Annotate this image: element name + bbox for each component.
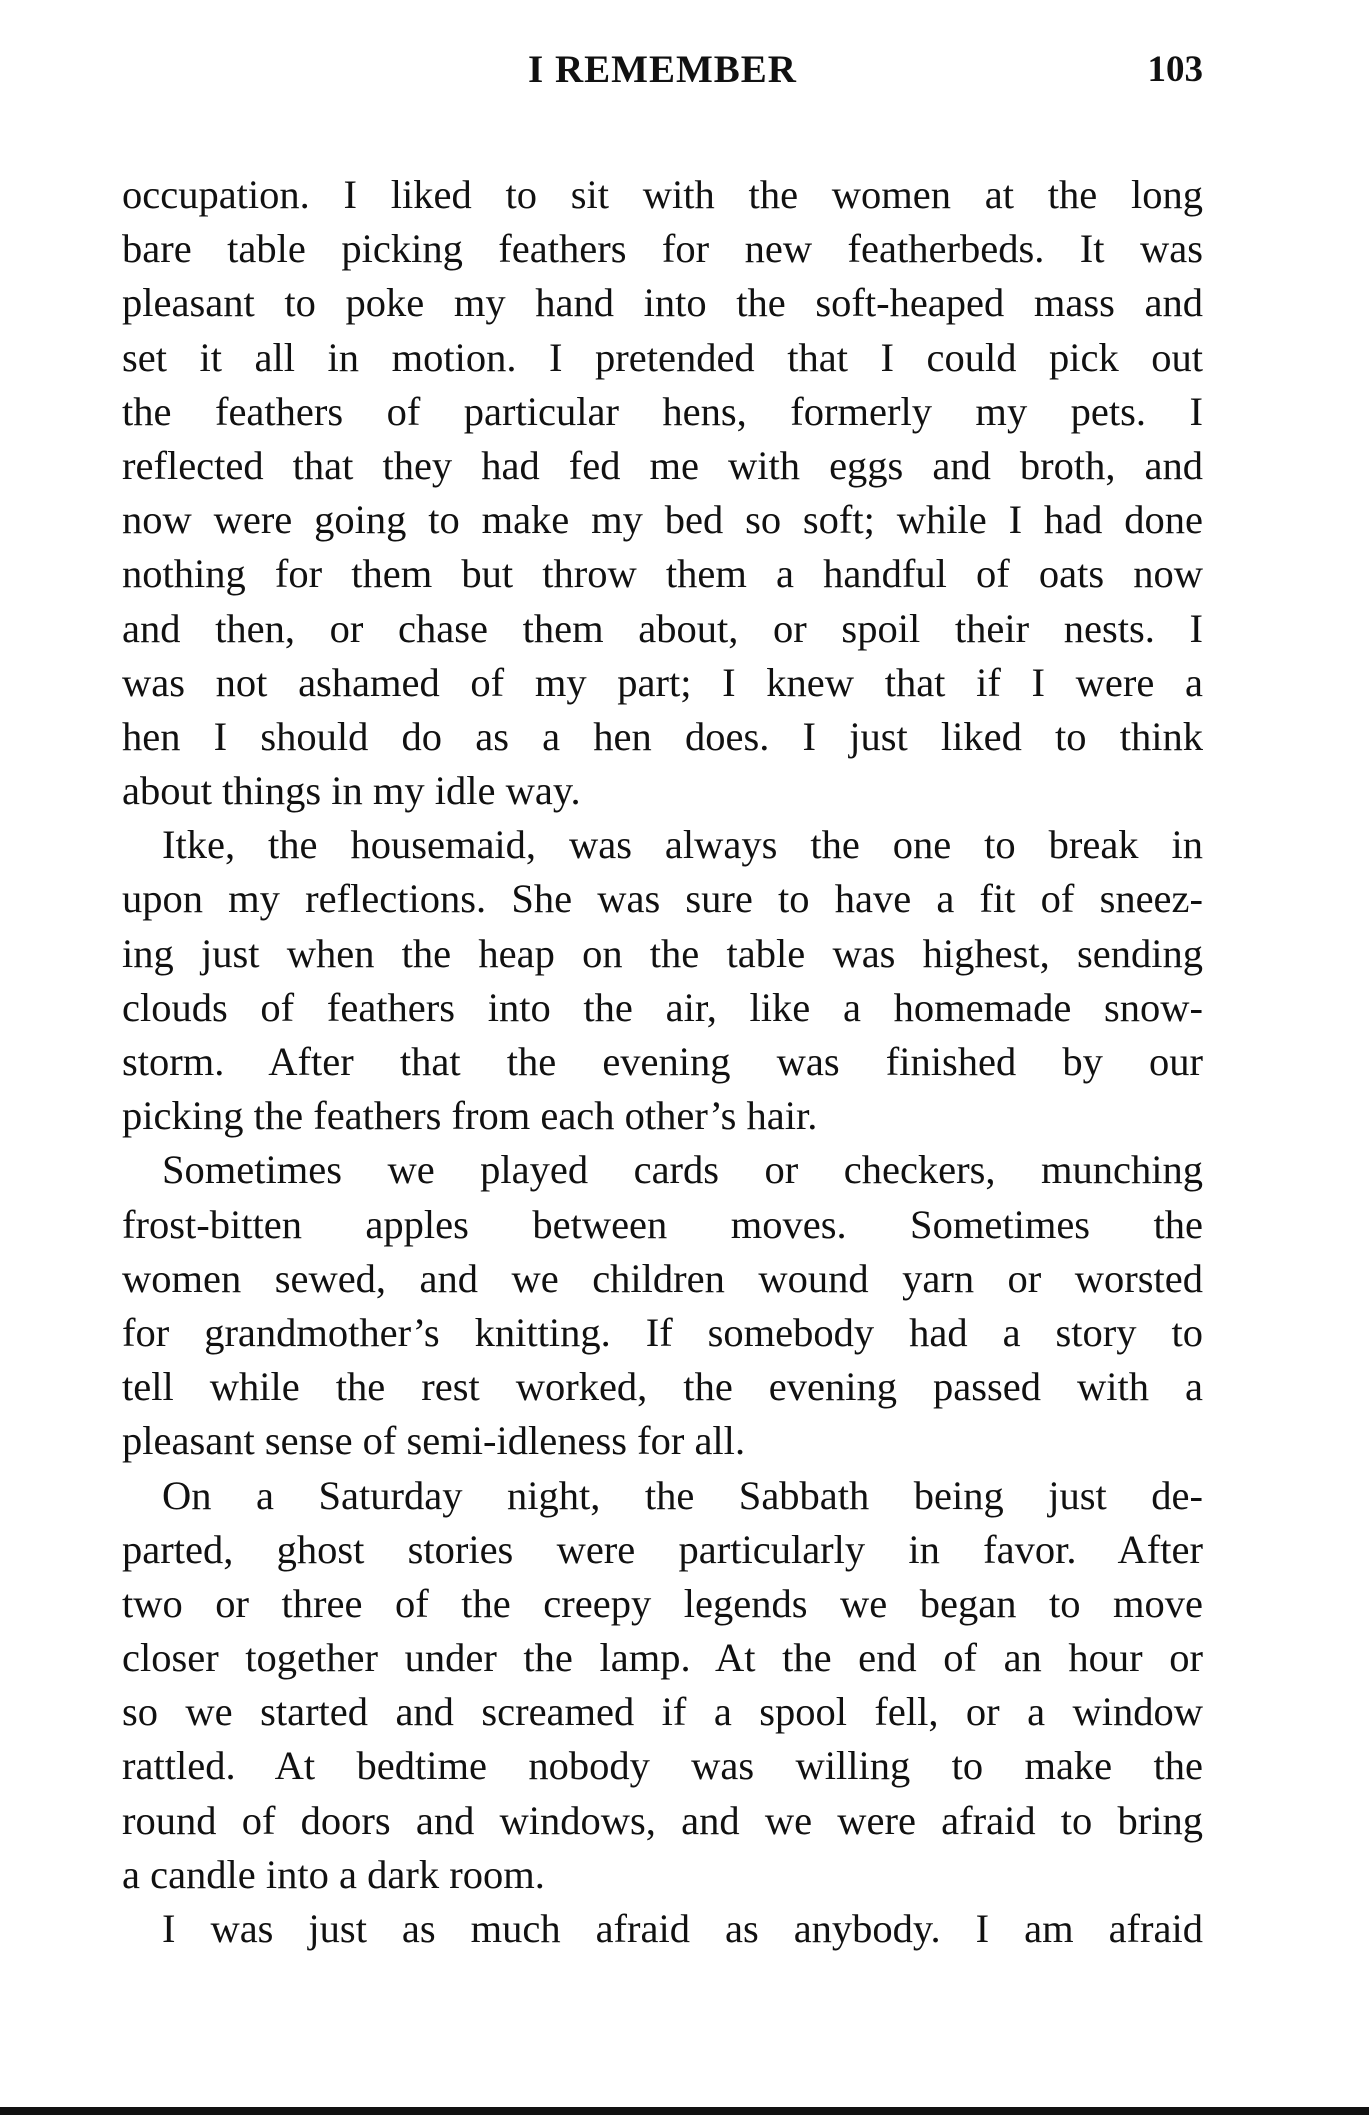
text-line: pleasant to poke my hand into the soft-heaped mass and xyxy=(122,280,1203,326)
text-line: round of doors and windows, and we were afraid to bring xyxy=(122,1797,1203,1843)
text-line: bare table picking feathers for new featherbeds. It was xyxy=(122,226,1203,272)
text-line: hen I should do as a hen does. I just liked to think xyxy=(122,713,1203,759)
book-page xyxy=(122,40,1203,1956)
running-title: I REMEMBER xyxy=(528,48,797,91)
text-line: about things in my idle way. xyxy=(122,768,581,814)
text-line: Sometimes we played cards or checkers, munching xyxy=(162,1147,1203,1193)
text-line: frost-bitten apples between moves. Sometimes the xyxy=(122,1201,1203,1247)
text-line: pleasant sense of semi-idleness for all. xyxy=(122,1418,746,1464)
text-line: I was just as much afraid as anybody. I am afraid xyxy=(162,1906,1203,1951)
text-line: women sewed, and we children wound yarn or worsted xyxy=(122,1255,1203,1301)
text-line: occupation. I liked to sit with the women at the long xyxy=(122,172,1203,217)
page-number: 103 xyxy=(1147,49,1203,90)
text-line: the feathers of particular hens, formerly my pets. I xyxy=(122,388,1203,434)
text-line: clouds of feathers into the air, like a homemade snow- xyxy=(122,984,1203,1030)
text-line: tell while the rest worked, the evening passed with a xyxy=(122,1364,1203,1410)
paragraph xyxy=(122,1469,1203,1903)
text-line: now were going to make my bed so soft; while I had done xyxy=(122,497,1203,543)
text-line: On a Saturday night, the Sabbath being just de- xyxy=(162,1472,1203,1518)
text-line: was not ashamed of my part; I knew that if I were a xyxy=(122,659,1203,705)
text-line: a candle into a dark room. xyxy=(122,1851,545,1897)
paragraph xyxy=(122,168,1203,818)
text-line: for grandmother’s knitting. If somebody had a story to xyxy=(122,1309,1203,1355)
text-line: picking the feathers from each other’s hair. xyxy=(122,1093,818,1139)
text-line: and then, or chase them about, or spoil their nests. I xyxy=(122,605,1203,651)
text-line: so we started and screamed if a spool fell, or a window xyxy=(122,1689,1203,1735)
text-line: upon my reflections. She was sure to have a fit of sneez- xyxy=(122,876,1203,922)
text-line: parted, ghost stories were particularly in favor. After xyxy=(122,1526,1203,1572)
text-line: nothing for them but throw them a handful of oats now xyxy=(122,551,1203,597)
paragraph xyxy=(122,818,1203,1143)
paragraph xyxy=(122,1902,1203,1956)
text-line: reflected that they had fed me with eggs and broth, and xyxy=(122,442,1203,488)
scan-edge-rule xyxy=(0,2107,1369,2115)
text-line: two or three of the creepy legends we began to move xyxy=(122,1580,1203,1626)
text-line: ing just when the heap on the table was highest, sending xyxy=(122,930,1203,976)
running-header xyxy=(122,40,1203,100)
text-line: closer together under the lamp. At the end of an hour or xyxy=(122,1635,1203,1681)
body-text xyxy=(122,168,1203,1956)
text-line: Itke, the housemaid, was always the one to break in xyxy=(162,822,1203,868)
text-line: rattled. At bedtime nobody was willing to make the xyxy=(122,1743,1203,1789)
paragraph xyxy=(122,1143,1203,1468)
text-line: set it all in motion. I pretended that I could pick out xyxy=(122,334,1203,380)
text-line: storm. After that the evening was finished by our xyxy=(122,1039,1203,1084)
